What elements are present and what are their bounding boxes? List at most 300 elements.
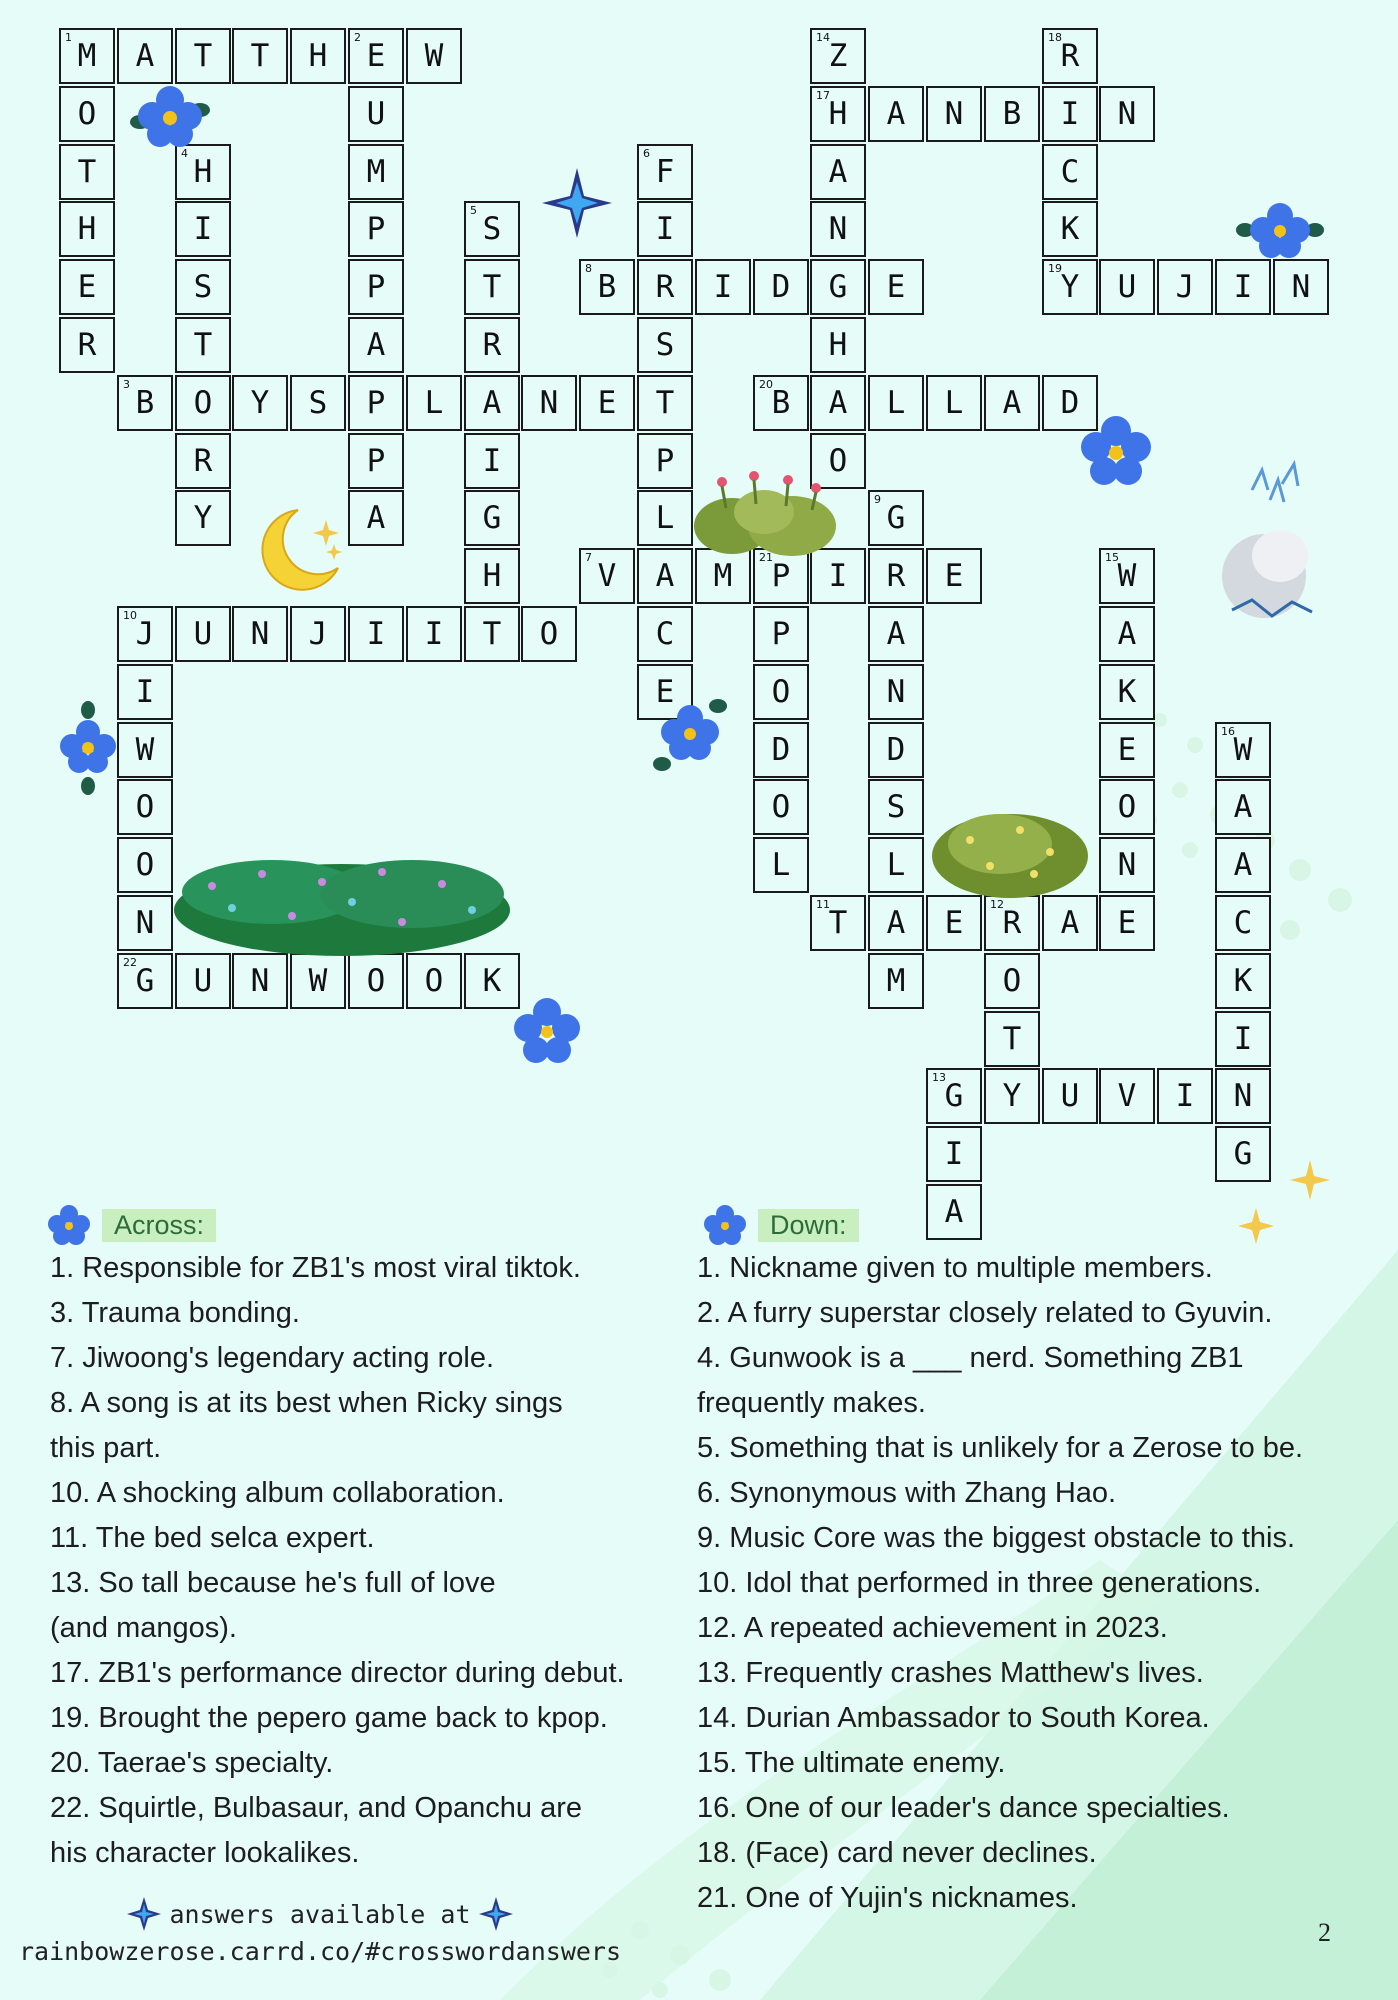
across-clue: 20. Taerae's specialty. [50, 1747, 334, 1779]
cell-letter: I [828, 557, 848, 594]
blue-flower-icon [512, 998, 582, 1068]
clue-number: 2 [354, 31, 361, 44]
cell-letter: N [886, 673, 906, 710]
across-clue-list [50, 1246, 625, 1876]
down-clue: 10. Idol that performed in three generations. [697, 1567, 1262, 1599]
cell-letter: O [539, 615, 559, 652]
grid-cell[interactable] [406, 28, 462, 84]
bush-icon [692, 468, 842, 558]
grid-cell[interactable] [1215, 259, 1271, 315]
grid-cell[interactable] [695, 259, 751, 315]
cell-letter: A [1233, 846, 1253, 883]
cell-letter: S [308, 384, 328, 421]
cell-letter: K [1233, 962, 1253, 999]
cell-letter: I [1233, 268, 1253, 305]
grid-cell[interactable] [175, 28, 231, 84]
grid-cell[interactable] [1042, 144, 1098, 200]
grid-cell[interactable] [232, 28, 288, 84]
cell-letter: N [1117, 95, 1137, 132]
grid-cell[interactable] [232, 606, 288, 662]
bush-icon [172, 846, 512, 956]
grid-cell[interactable] [406, 606, 462, 662]
cell-letter: E [77, 268, 97, 305]
grid-cell[interactable] [753, 837, 809, 893]
grid-cell[interactable] [406, 375, 462, 431]
grid-cell[interactable] [1099, 86, 1155, 142]
blue-flower-icon [46, 1204, 92, 1246]
grid-cell[interactable] [1099, 606, 1155, 662]
grid-cell[interactable] [117, 28, 173, 84]
grid-cell[interactable] [579, 375, 635, 431]
grid-cell[interactable] [637, 317, 693, 373]
cell-letter: H [482, 557, 502, 594]
grid-cell[interactable] [1215, 779, 1271, 835]
grid-cell[interactable] [984, 86, 1040, 142]
cell-letter: O [771, 788, 791, 825]
grid-cell[interactable] [348, 375, 404, 431]
cell-letter: U [193, 615, 213, 652]
grid-cell[interactable] [290, 953, 346, 1009]
grid-cell[interactable] [348, 606, 404, 662]
grid-cell[interactable] [753, 259, 809, 315]
grid-cell[interactable] [1042, 1068, 1098, 1124]
grid-cell[interactable] [810, 375, 866, 431]
clue-number: 5 [470, 204, 477, 217]
answers-url[interactable]: rainbowzerose.carrd.co/#crosswordanswers [18, 1937, 622, 1966]
cell-letter: O [135, 788, 155, 825]
grid-cell[interactable] [868, 86, 924, 142]
grid-cell[interactable] [1042, 895, 1098, 951]
grid-cell[interactable] [59, 144, 115, 200]
cell-letter: R [886, 557, 906, 594]
bush-icon [930, 800, 1090, 900]
grid-cell[interactable] [926, 1184, 982, 1240]
across-header [46, 1204, 216, 1246]
cell-letter: N [135, 904, 155, 941]
cell-letter: Y [1002, 1077, 1022, 1114]
grid-cell[interactable] [753, 606, 809, 662]
grid-cell[interactable] [232, 375, 288, 431]
grid-cell[interactable] [175, 606, 231, 662]
across-clue: 13. So tall because he's full of love [50, 1567, 496, 1599]
down-label: Down: [758, 1209, 859, 1242]
grid-cell[interactable] [59, 259, 115, 315]
grid-cell[interactable] [810, 28, 866, 84]
grid-cell[interactable] [868, 375, 924, 431]
clue-number: 1 [65, 31, 72, 44]
grid-cell[interactable] [175, 201, 231, 257]
cell-letter: R [655, 268, 675, 305]
grid-cell[interactable] [59, 86, 115, 142]
grid-cell[interactable] [175, 375, 231, 431]
grid-cell[interactable] [1099, 779, 1155, 835]
grid-cell[interactable] [290, 606, 346, 662]
cell-letter: A [1233, 788, 1253, 825]
cell-letter: L [771, 846, 791, 883]
grid-cell[interactable] [637, 548, 693, 604]
storm-cloud-icon [1212, 460, 1332, 630]
cell-letter: I [655, 210, 675, 247]
grid-cell[interactable] [868, 722, 924, 778]
cell-letter: U [193, 962, 213, 999]
sparkle-icon [1238, 1208, 1274, 1244]
blue-flower-icon [56, 700, 120, 796]
cell-letter: G [135, 962, 155, 999]
cell-letter: I [135, 673, 155, 710]
grid-cell[interactable] [348, 953, 404, 1009]
grid-cell[interactable] [810, 201, 866, 257]
cell-letter: N [1291, 268, 1311, 305]
grid-cell[interactable] [117, 895, 173, 951]
grid-cell[interactable] [868, 779, 924, 835]
clue-number: 8 [585, 262, 592, 275]
grid-cell[interactable] [348, 433, 404, 489]
cell-letter: T [655, 384, 675, 421]
sparkle-icon [479, 1897, 513, 1931]
cell-letter: L [886, 846, 906, 883]
grid-cell[interactable] [1099, 837, 1155, 893]
cell-letter: E [366, 37, 386, 74]
grid-cell[interactable] [579, 259, 635, 315]
grid-cell[interactable] [1215, 837, 1271, 893]
cell-letter: T [77, 153, 97, 190]
grid-cell[interactable] [1099, 895, 1155, 951]
grid-cell[interactable] [1042, 28, 1098, 84]
cell-letter: P [366, 384, 386, 421]
cell-letter: O [424, 962, 444, 999]
grid-cell[interactable] [521, 375, 577, 431]
across-clue: 19. Brought the pepero game back to kpop. [50, 1702, 608, 1734]
grid-cell[interactable] [810, 317, 866, 373]
cell-letter: U [366, 95, 386, 132]
grid-cell[interactable] [117, 606, 173, 662]
cell-letter: G [886, 499, 906, 536]
cell-letter: C [655, 615, 675, 652]
grid-cell[interactable] [637, 144, 693, 200]
answers-label: answers available at [169, 1899, 471, 1929]
cell-letter: G [944, 1077, 964, 1114]
grid-cell[interactable] [175, 953, 231, 1009]
cell-letter: R [482, 326, 502, 363]
grid-cell[interactable] [464, 317, 520, 373]
grid-cell[interactable] [868, 259, 924, 315]
grid-cell[interactable] [1215, 895, 1271, 951]
clue-number: 18 [1048, 31, 1062, 44]
grid-cell[interactable] [868, 895, 924, 951]
grid-cell[interactable] [464, 433, 520, 489]
cell-letter: A [886, 615, 906, 652]
cell-letter: H [828, 95, 848, 132]
cell-letter: C [1233, 904, 1253, 941]
grid-cell[interactable] [59, 201, 115, 257]
grid-cell[interactable] [290, 28, 346, 84]
cell-letter: W [1117, 557, 1137, 594]
clue-number: 12 [990, 898, 1004, 911]
grid-cell[interactable] [1215, 953, 1271, 1009]
grid-cell[interactable] [117, 722, 173, 778]
cell-letter: C [1060, 153, 1080, 190]
grid-cell[interactable] [464, 201, 520, 257]
cell-letter: D [771, 268, 791, 305]
grid-cell[interactable] [984, 953, 1040, 1009]
cell-letter: M [713, 557, 733, 594]
cell-letter: A [655, 557, 675, 594]
grid-cell[interactable] [348, 28, 404, 84]
across-clue: 11. The bed selca expert. [50, 1522, 375, 1554]
grid-cell[interactable] [464, 259, 520, 315]
cell-letter: W [424, 37, 444, 74]
grid-cell[interactable] [926, 1068, 982, 1124]
clue-number: 20 [759, 378, 773, 391]
grid-cell[interactable] [579, 548, 635, 604]
down-clue: 4. Gunwook is a ___ nerd. Something ZB1 [697, 1342, 1244, 1374]
clue-number: 7 [585, 551, 592, 564]
cell-letter: N [250, 962, 270, 999]
blue-flower-icon [648, 692, 732, 776]
grid-cell[interactable] [117, 375, 173, 431]
grid-cell[interactable] [637, 606, 693, 662]
cell-letter: J [1175, 268, 1195, 305]
cell-letter: S [482, 210, 502, 247]
across-clue: his character lookalikes. [50, 1837, 360, 1869]
grid-cell[interactable] [1099, 548, 1155, 604]
clue-number: 19 [1048, 262, 1062, 275]
cell-letter: P [655, 442, 675, 479]
cell-letter: L [655, 499, 675, 536]
cell-letter: I [482, 442, 502, 479]
cell-letter: B [771, 384, 791, 421]
clue-number: 14 [816, 31, 830, 44]
grid-cell[interactable] [637, 201, 693, 257]
cell-letter: K [1117, 673, 1137, 710]
grid-cell[interactable] [348, 259, 404, 315]
grid-cell[interactable] [753, 779, 809, 835]
grid-cell[interactable] [637, 490, 693, 546]
grid-cell[interactable] [868, 490, 924, 546]
clue-number: 15 [1105, 551, 1119, 564]
grid-cell[interactable] [1157, 1068, 1213, 1124]
cell-letter: I [1060, 95, 1080, 132]
grid-cell[interactable] [1215, 722, 1271, 778]
cell-letter: K [1060, 210, 1080, 247]
grid-cell[interactable] [1215, 1068, 1271, 1124]
grid-cell[interactable] [637, 375, 693, 431]
grid-cell[interactable] [175, 317, 231, 373]
cell-letter: T [250, 37, 270, 74]
clue-number: 17 [816, 89, 830, 102]
across-clue: 1. Responsible for ZB1's most viral tiktok. [50, 1252, 581, 1284]
grid-cell[interactable] [59, 28, 115, 84]
grid-cell[interactable] [1157, 259, 1213, 315]
cell-letter: O [828, 442, 848, 479]
cell-letter: R [193, 442, 213, 479]
grid-cell[interactable] [637, 259, 693, 315]
grid-cell[interactable] [464, 548, 520, 604]
grid-cell[interactable] [175, 490, 231, 546]
cell-letter: Z [828, 37, 848, 74]
cell-letter: D [886, 731, 906, 768]
cell-letter: T [828, 904, 848, 941]
grid-cell[interactable] [753, 375, 809, 431]
down-clue: 16. One of our leader's dance specialties. [697, 1792, 1230, 1824]
grid-cell[interactable] [926, 895, 982, 951]
grid-cell[interactable] [868, 837, 924, 893]
down-header [702, 1204, 859, 1246]
cell-letter: G [482, 499, 502, 536]
grid-cell[interactable] [984, 1011, 1040, 1067]
grid-cell[interactable] [464, 606, 520, 662]
cell-letter: G [828, 268, 848, 305]
cell-letter: L [944, 384, 964, 421]
grid-cell[interactable] [348, 86, 404, 142]
grid-cell[interactable] [810, 144, 866, 200]
grid-cell[interactable] [1042, 259, 1098, 315]
cell-letter: T [193, 37, 213, 74]
down-clue: frequently makes. [697, 1387, 926, 1419]
down-clue: 18. (Face) card never declines. [697, 1837, 1097, 1869]
grid-cell[interactable] [984, 895, 1040, 951]
cell-letter: A [1060, 904, 1080, 941]
grid-cell[interactable] [348, 490, 404, 546]
cell-letter: A [1002, 384, 1022, 421]
grid-cell[interactable] [521, 606, 577, 662]
grid-cell[interactable] [926, 548, 982, 604]
cell-letter: Y [193, 499, 213, 536]
across-clue: 7. Jiwoong's legendary acting role. [50, 1342, 495, 1374]
cell-letter: F [655, 153, 675, 190]
cell-letter: T [482, 268, 502, 305]
cell-letter: H [193, 153, 213, 190]
down-clue: 5. Something that is unlikely for a Zerose to be. [697, 1432, 1304, 1464]
grid-cell[interactable] [637, 433, 693, 489]
cell-letter: A [482, 384, 502, 421]
across-clue: (and mangos). [50, 1612, 237, 1644]
grid-cell[interactable] [1099, 1068, 1155, 1124]
grid-cell[interactable] [1273, 259, 1329, 315]
cell-letter: O [193, 384, 213, 421]
grid-cell[interactable] [348, 144, 404, 200]
grid-cell[interactable] [175, 144, 231, 200]
grid-cell[interactable] [348, 317, 404, 373]
grid-cell[interactable] [926, 1126, 982, 1182]
cell-letter: M [77, 37, 97, 74]
cell-letter: P [771, 557, 791, 594]
clue-number: 22 [123, 956, 137, 969]
grid-cell[interactable] [117, 664, 173, 720]
grid-cell[interactable] [464, 375, 520, 431]
cell-letter: W [135, 731, 155, 768]
sparkle-icon [127, 1897, 161, 1931]
cell-letter: I [1233, 1020, 1253, 1057]
cell-letter: A [135, 37, 155, 74]
grid-cell[interactable] [868, 664, 924, 720]
down-clue: 1. Nickname given to multiple members. [697, 1252, 1213, 1284]
cell-letter: V [1117, 1077, 1137, 1114]
grid-cell[interactable] [117, 953, 173, 1009]
across-clue: 10. A shocking album collaboration. [50, 1477, 505, 1509]
cell-letter: N [250, 615, 270, 652]
grid-cell[interactable] [117, 779, 173, 835]
cell-letter: U [1060, 1077, 1080, 1114]
grid-cell[interactable] [753, 664, 809, 720]
cell-letter: A [1117, 615, 1137, 652]
grid-cell[interactable] [1099, 722, 1155, 778]
grid-cell[interactable] [1215, 1011, 1271, 1067]
grid-cell[interactable] [175, 259, 231, 315]
cell-letter: O [771, 673, 791, 710]
cell-letter: L [424, 384, 444, 421]
grid-cell[interactable] [175, 433, 231, 489]
grid-cell[interactable] [1042, 86, 1098, 142]
cell-letter: H [828, 326, 848, 363]
grid-cell[interactable] [984, 375, 1040, 431]
cell-letter: P [366, 268, 386, 305]
cell-letter: N [944, 95, 964, 132]
cell-letter: E [886, 268, 906, 305]
cell-letter: H [77, 210, 97, 247]
cell-letter: W [1233, 731, 1253, 768]
grid-cell[interactable] [868, 606, 924, 662]
answers-footer [0, 1897, 640, 1966]
cell-letter: O [366, 962, 386, 999]
clue-number: 6 [643, 147, 650, 160]
grid-cell[interactable] [810, 86, 866, 142]
grid-cell[interactable] [406, 953, 462, 1009]
grid-cell[interactable] [1215, 1126, 1271, 1182]
across-clue: 22. Squirtle, Bulbasaur, and Opanchu are [50, 1792, 583, 1824]
grid-cell[interactable] [59, 317, 115, 373]
grid-cell[interactable] [810, 895, 866, 951]
grid-cell[interactable] [810, 259, 866, 315]
grid-cell[interactable] [926, 375, 982, 431]
grid-cell[interactable] [232, 953, 288, 1009]
cell-letter: W [308, 962, 328, 999]
blue-flower-icon [128, 84, 212, 148]
cell-letter: E [944, 557, 964, 594]
down-clue-list [697, 1246, 1303, 1921]
clue-number: 21 [759, 551, 773, 564]
grid-cell[interactable] [868, 953, 924, 1009]
cell-letter: A [886, 904, 906, 941]
grid-cell[interactable] [984, 1068, 1040, 1124]
cell-letter: O [135, 846, 155, 883]
grid-cell[interactable] [926, 86, 982, 142]
cell-letter: O [1002, 962, 1022, 999]
cell-letter: S [655, 326, 675, 363]
down-clue: 12. A repeated achievement in 2023. [697, 1612, 1168, 1644]
grid-cell[interactable] [753, 722, 809, 778]
cell-letter: N [539, 384, 559, 421]
grid-cell[interactable] [868, 548, 924, 604]
cell-letter: A [828, 384, 848, 421]
grid-cell[interactable] [1099, 259, 1155, 315]
cell-letter: E [944, 904, 964, 941]
across-clue: 3. Trauma bonding. [50, 1297, 300, 1329]
cell-letter: E [1117, 904, 1137, 941]
grid-cell[interactable] [348, 201, 404, 257]
down-clue: 21. One of Yujin's nicknames. [697, 1882, 1078, 1914]
down-clue: 9. Music Core was the biggest obstacle to this. [697, 1522, 1296, 1554]
grid-cell[interactable] [117, 837, 173, 893]
cell-letter: O [77, 95, 97, 132]
grid-cell[interactable] [1099, 664, 1155, 720]
cell-letter: J [308, 615, 328, 652]
grid-cell[interactable] [290, 375, 346, 431]
clue-number: 9 [874, 493, 881, 506]
grid-cell[interactable] [1042, 201, 1098, 257]
grid-cell[interactable] [464, 490, 520, 546]
cell-letter: I [1175, 1077, 1195, 1114]
